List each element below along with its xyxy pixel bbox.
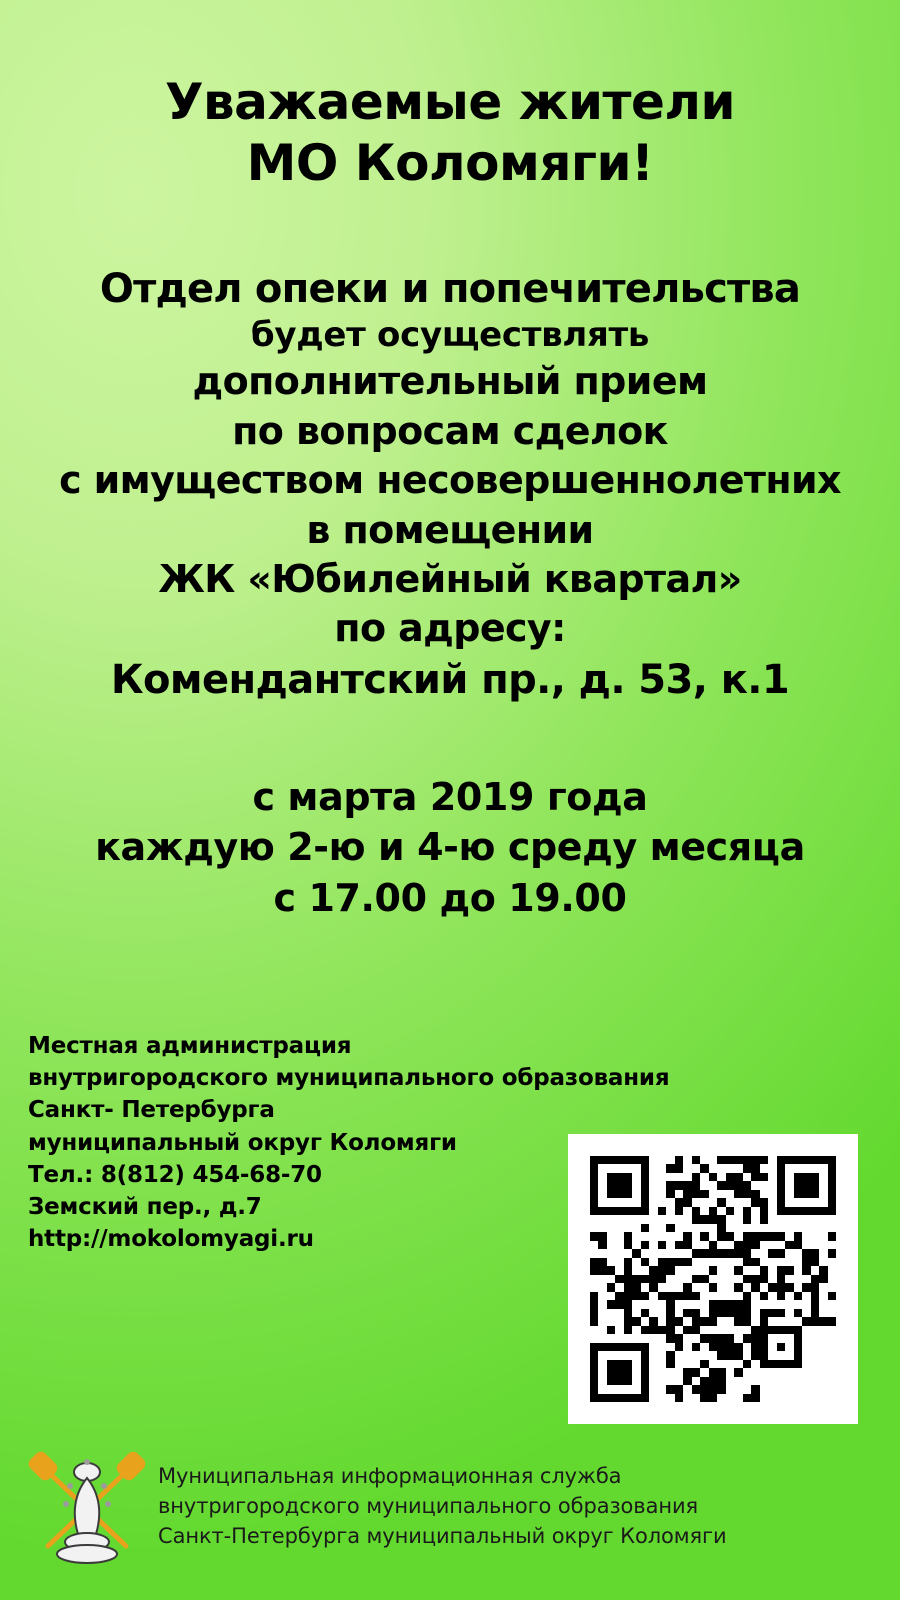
poster-footer [0, 1432, 900, 1582]
poster-schedule [0, 772, 900, 924]
contact-line-1: Местная администрация [28, 1033, 352, 1059]
qr-code[interactable] [568, 1134, 858, 1424]
contact-phone: Тел.: 8(812) 454-68-70 [28, 1161, 322, 1188]
body-lead: Отдел опеки и попечительства [99, 266, 801, 312]
body-line-2: дополнительный прием [192, 359, 708, 404]
body-line-6: ЖК «Юбилейный квартал» [158, 556, 742, 601]
contact-address: Земский пер., д.7 [28, 1193, 262, 1220]
footer-text [158, 1462, 727, 1551]
schedule-line-3: с 17.00 до 19.00 [273, 875, 627, 920]
schedule-line-2: каждую 2-ю и 4-ю среду месяца [95, 825, 805, 870]
contact-line-4: муниципальный округ Коломяги [28, 1129, 457, 1156]
footer-line-2: внутригородского муниципального образования [158, 1494, 699, 1519]
body-address: Комендантский пр., д. 53, к.1 [110, 656, 790, 703]
body-line-7: по адресу: [334, 606, 566, 651]
coat-of-arms-icon [22, 1442, 152, 1572]
poster-title [0, 0, 900, 194]
contact-line-2: внутригородского муниципального образования [28, 1065, 670, 1092]
contact-line-3: Санкт- Петербурга [28, 1097, 275, 1124]
poster-body [0, 266, 900, 706]
footer-line-1: Муниципальная информационная служба [158, 1464, 622, 1489]
title-line-1: Уважаемые жители [164, 73, 736, 131]
title-line-2: МО Коломяги! [246, 134, 654, 192]
body-line-4: с имуществом несовершеннолетних [59, 458, 841, 503]
contact-website[interactable]: http://mokolomyagi.ru [28, 1226, 314, 1253]
body-line-5: в помещении [306, 507, 594, 552]
body-line-1: будет осуществлять [250, 315, 650, 356]
body-line-3: по вопросам сделок [232, 408, 668, 453]
schedule-line-1: с марта 2019 года [252, 774, 648, 819]
contacts-block [28, 1030, 670, 1255]
qr-code-matrix [590, 1156, 836, 1402]
footer-line-3: Санкт-Петербурга муниципальный округ Коломяги [158, 1523, 727, 1548]
